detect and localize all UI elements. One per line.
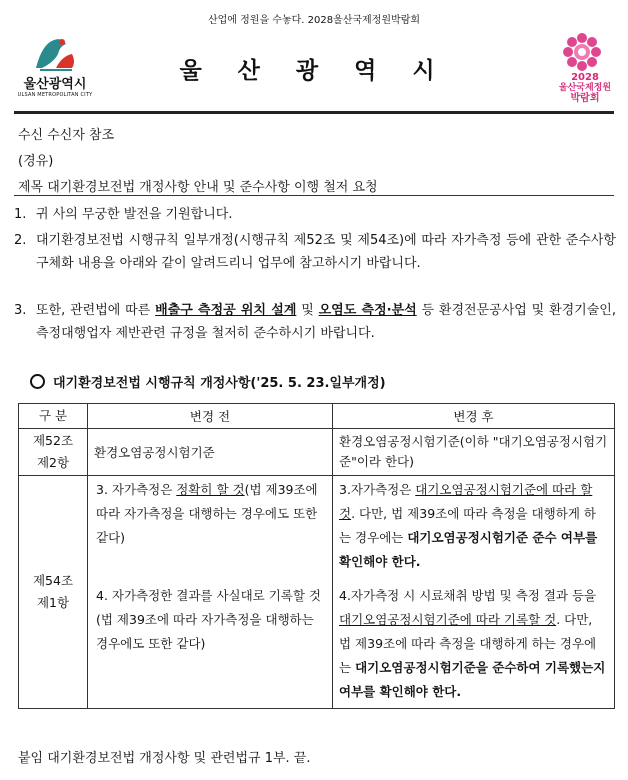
cell-before [88, 476, 333, 709]
bold-text: 대기오염공정시험기준 준수 여부를 확인해야 한다. [339, 530, 598, 569]
expo-name-line: 울산국제정원 [558, 83, 612, 93]
header-divider [14, 111, 614, 114]
table-row [19, 429, 615, 476]
via-line: (경유) [18, 154, 54, 169]
row-label-line: 제2항 [36, 455, 70, 470]
left-logo-name: 울산광역시 [23, 77, 87, 92]
expo-name-line: 박람회 [570, 93, 600, 104]
underlined-text: 대기오염공정시험기준에 따라 할 것 [339, 482, 593, 521]
expo-year: 2028 [571, 72, 599, 83]
attachment-line: 붙임 대기환경보전법 개정사항 및 관련법규 1부. 끝. [18, 751, 311, 766]
text-run: 등 환경전문공사업 및 환경기술인, 측정대행업자 제반관련 규정을 철저히 준수하시기 바랍니다. [36, 303, 616, 341]
row-label [19, 429, 88, 476]
section-title-text: 대기환경보전법 시행규칙 개정사항('25. 5. 23.일부개정) [53, 376, 386, 391]
section-title [30, 372, 386, 391]
paragraph-number: 3. [14, 303, 27, 318]
paragraph-text [36, 299, 616, 345]
text-run: (법 제39조에 따라 자가측정을 대행하는 경우에도 또한 같다) [96, 482, 318, 545]
garden-expo-flower-icon [562, 32, 602, 72]
emphasis-text: 배출구 측정공 위치 설계 [155, 303, 297, 318]
paragraph-number: 2. [14, 233, 27, 248]
text-run: 또한, 관련법에 따른 [36, 303, 156, 318]
clause-4-after [339, 584, 608, 704]
circle-bullet-icon [30, 374, 45, 389]
text-run: 3. 자가측정은 [96, 482, 177, 497]
text-run: . 다만, 법 제39조에 따라 측정을 대행하게 하는 경우에는 [339, 612, 597, 675]
subject-divider [14, 195, 614, 196]
left-logo-english: ULSAN METROPOLITAN CITY [17, 92, 93, 98]
cell-before: 환경오염공정시험기준 [88, 429, 333, 476]
underlined-text: 대기오염공정시험기준에 따라 기록할 것 [339, 612, 557, 627]
emphasis-text: 오염도 측정·분석 [318, 303, 417, 318]
table-row [19, 476, 615, 709]
table-header-row [19, 404, 615, 429]
paragraph-3 [14, 299, 616, 345]
header-before: 변경 전 [88, 404, 333, 429]
bold-text: 대기오염공정시험기준을 준수하여 기록했는지 여부를 확인해야 한다. [339, 660, 606, 699]
header-category: 구 분 [19, 404, 88, 429]
amendment-table [18, 403, 615, 709]
subject-line: 제목 대기환경보전법 개정사항 안내 및 준수사항 이행 철저 요청 [18, 180, 378, 195]
paragraph-2 [14, 229, 616, 275]
row-label-line: 제1항 [36, 595, 70, 610]
slogan: 산업에 정원을 수놓다. 2028울산국제정원박람회 [207, 15, 421, 26]
text-run: 4.자가측정 시 시료채취 방법 및 측정 결과 등을 [339, 588, 597, 603]
clause-3-after [339, 478, 608, 574]
row-label [19, 476, 88, 709]
paragraph-text: 대기환경보전법 시행규칙 일부개정(시행규칙 제52조 및 제54조)에 따라 자가측정 등에 관한 준수사항 구체화 내용을 아래와 같이 알려드리니 업무에 참고하시기 바랍니다. [36, 233, 616, 271]
organization-title: 울 산 광 역 시 [179, 58, 449, 84]
paragraph-1 [14, 203, 616, 226]
row-label-line: 제54조 [32, 573, 74, 588]
cell-after [333, 476, 615, 709]
text-run: . 다만, 법 제39조에 따라 측정을 대행하게 하는 경우에는 [339, 506, 596, 545]
text-run: 3.자가측정은 [339, 482, 416, 497]
header-after: 변경 후 [333, 404, 615, 429]
paragraph-text: 귀 사의 무궁한 발전을 기원합니다. [36, 207, 233, 222]
clause-4-before: 4. 자가측정한 결과를 사실대로 기록할 것(법 제39조에 따라 자가측정을 대행하는 경우에도 또한 같다) [96, 588, 321, 651]
cell-after: 환경오염공정시험기준(이하 "대기오염공정시험기준"이라 한다) [333, 429, 615, 476]
garden-expo-logo [552, 32, 618, 106]
text-run: 및 [296, 303, 319, 318]
paragraph-number: 1. [14, 207, 27, 222]
recipient-line: 수신 수신자 참조 [18, 128, 115, 143]
underlined-text: 정확히 할 것 [176, 482, 245, 497]
clause-3-before [96, 478, 326, 550]
row-label-line: 제52조 [32, 433, 74, 448]
